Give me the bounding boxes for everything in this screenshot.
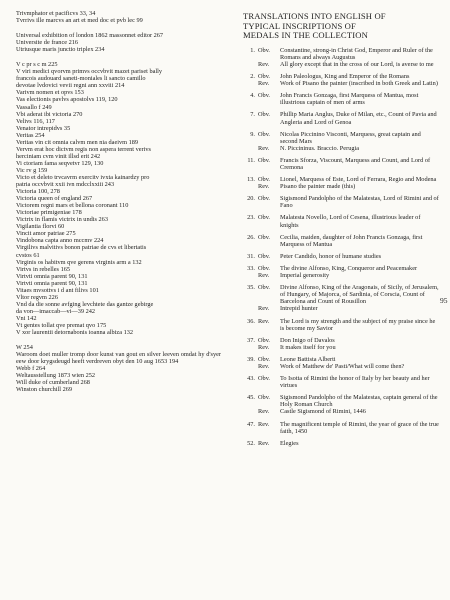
translation-text: Work of Pisano the painter (inscribed in both Greek and Latin) (280, 80, 438, 88)
translation-entry (243, 253, 439, 260)
translation-entry (243, 318, 439, 332)
page-number: 95 (440, 296, 448, 305)
translation-line (243, 408, 439, 415)
medal-number (243, 183, 255, 190)
translation-line (243, 265, 439, 272)
translation-line (243, 344, 439, 351)
side-label: Obv. (258, 130, 271, 138)
translation-line (243, 421, 439, 435)
index-entry: patria occvbvit xxii ivn mdcclxxiii 243 (16, 181, 115, 189)
index-entry: Virtvti omnia parent 90, 131 (16, 272, 88, 280)
medal-number: 9. (250, 130, 255, 138)
translation-entry (243, 440, 439, 447)
translation-line (243, 92, 439, 106)
side-label: Obv. (258, 284, 271, 292)
translation-entry (243, 356, 439, 370)
translation-line (243, 305, 439, 312)
translation-entries (243, 47, 439, 447)
index-entry: herciniam cvm vinit illsd erit 242 (16, 152, 101, 160)
side-label: Obv. (258, 92, 271, 100)
medal-number: 7. (250, 111, 255, 119)
index-entry: Virginis os habitvm qve gerens virginis arm a 132 (16, 258, 142, 266)
index-entry: Vervm erat hoc dictvm regis non aspera terrent verivs (16, 145, 151, 153)
translation-line (243, 80, 439, 87)
translation-entry (243, 265, 439, 279)
side-label: Obv. (258, 111, 271, 119)
translation-text: To Isotta of Rimini the honor of Italy by her beauty and her virtues (280, 375, 430, 390)
index-entry: Victorem regni mars et bellona coronant 110 (16, 202, 129, 210)
medal-number: 47. (247, 420, 255, 428)
translation-line (243, 284, 439, 305)
side-label: Obv. (258, 252, 271, 260)
medal-number: 23. (247, 214, 255, 222)
medal-number: 4. (250, 92, 255, 100)
medal-number (243, 145, 255, 152)
group-gap (16, 336, 221, 344)
translation-line (243, 234, 439, 248)
medal-number: 52. (247, 439, 255, 447)
medal-number: 13. (247, 176, 255, 184)
medal-number: 11. (247, 156, 255, 164)
medal-number (243, 344, 255, 351)
side-label: Rev. (258, 272, 270, 280)
translation-text: Sigismond Pandolpho of the Malatestas, Lord of Rimini and of Fano (280, 195, 439, 210)
side-label: Rev. (258, 343, 270, 351)
title-line: MEDALS IN THE COLLECTION (243, 30, 368, 41)
translation-text: The magnificent temple of Rimini, the year of grace of the true faith, 1450 (280, 420, 439, 435)
translation-line (243, 356, 439, 363)
index-entry: Vincit amor patriae 275 (16, 230, 76, 238)
translation-text: Castle Sigismond of Rimini, 1446 (280, 408, 366, 416)
medal-number (243, 305, 255, 312)
translations-column (243, 12, 439, 452)
translation-text: Lionel, Marquess of Este, Lord of Ferrara, Regio and Modena (280, 176, 437, 184)
translation-line (243, 183, 439, 190)
translation-text: Malatesta Novello, Lord of Cesena, illustrious leader of knights (280, 214, 421, 229)
side-label: Obv. (258, 375, 271, 383)
translation-line (243, 337, 439, 344)
translation-text: Work of Matthew de' Pasti/What will come then? (280, 362, 405, 370)
translation-text: Don Inigo of Davalos (280, 336, 335, 344)
index-entry: Weltausstellung 1873 wien 252 (16, 372, 96, 380)
index-entry: Victoria queen of england 267 (16, 195, 93, 203)
side-label: Rev. (258, 305, 270, 313)
translation-entry (243, 47, 439, 68)
translation-entry (243, 214, 439, 228)
medal-number: 43. (247, 375, 255, 383)
translation-entry (243, 176, 439, 190)
translation-line (243, 111, 439, 125)
translation-entry (243, 92, 439, 106)
index-entry: Will duke of cumberland 268 (16, 379, 90, 387)
index-entry: Winston churchill 269 (16, 386, 73, 394)
index-entry: Webb f 264 (16, 365, 46, 373)
index-entry: Vbi aderat ibi victoria 270 (16, 110, 83, 118)
side-label: Rev. (258, 144, 270, 152)
side-label: Obv. (258, 264, 271, 272)
index-entry: da von—imaccab—vi—39 242 (16, 307, 96, 315)
medal-number (243, 61, 255, 68)
translation-text: Pisano the painter made (this) (280, 183, 356, 191)
index-entry: Victoria 100, 278 (16, 188, 60, 196)
translation-line (243, 272, 439, 279)
index-entry: V c pr s c m 225 (16, 61, 58, 69)
index-entry: Universite de france 216 (16, 39, 79, 47)
index-entry: Vas electionis pavlvs apostolvs 119, 120 (16, 96, 118, 104)
index-entry: Tvrrivs ille marcvs an art et med doc et pvb lec 99 (16, 17, 143, 25)
medal-number: 31. (247, 252, 255, 260)
translation-text: It makes itself for you (280, 343, 336, 351)
index-entry: Veritas 254 (16, 131, 45, 139)
translation-text: Elegies (280, 439, 299, 447)
translation-entry (243, 73, 439, 87)
index-entry: Venator intrepidvs 35 (16, 124, 71, 132)
index-entry: Virtvti omnia parent 90, 131 (16, 279, 88, 287)
index-entry: Trivmphator et pacificvs 33, 34 (16, 10, 96, 17)
index-entry: Victoriae primigeniae 178 (16, 209, 82, 217)
medal-number (243, 80, 255, 87)
medal-number: 2. (250, 73, 255, 81)
side-label: Rev. (258, 317, 270, 325)
index-entry: Waroom doet muller tromp door kunst van gout en silver leeven omdat hy d'syer eew door krygsdeugd heeft verdreven obyt den 10 aug 1653 194 (16, 351, 221, 366)
translation-text: Francis Sforza, Viscount, Marquess and Count, and Lord of Cremona (280, 156, 431, 171)
section-title (243, 12, 439, 41)
translation-text: Sigismond Pandolpho of the Malatestas, captain general of the Holy Roman Church (280, 394, 438, 409)
translation-text: The Lord is my strength and the subject of my praise since he is become my Savior (280, 317, 436, 332)
translation-line (243, 318, 439, 332)
translation-text: Peter Candido, honor of humane studies (280, 252, 382, 260)
translation-line (243, 440, 439, 447)
index-entry: Vt gentes tollat qve premat qvo 175 (16, 321, 107, 329)
translation-line (243, 253, 439, 260)
translation-text: Constantine, strong-in Christ God, Emperor and Ruler of the Romans and always Augustus (280, 46, 433, 61)
translation-text: Phillip Maria Anglus, Duke of Milan, etc., Count of Pavia and Angleria and Lord of Genoa (280, 111, 437, 126)
side-label: Obv. (258, 156, 271, 164)
translation-text: N. Piccininus. Braccio. Perugia (280, 144, 360, 152)
translation-entry (243, 394, 439, 415)
index-entry: Victrix in flamis victrix in undis 263 (16, 216, 108, 224)
index-entry: Vni 142 (16, 314, 37, 322)
index-entry: Vic rv g 159 (16, 166, 48, 174)
medal-number: 33. (247, 264, 255, 272)
translation-line (243, 195, 439, 209)
translation-line (243, 363, 439, 370)
translation-line (243, 176, 439, 183)
medal-number: 45. (247, 394, 255, 402)
side-label: Rev. (258, 408, 270, 416)
index-entry: Veritas vin cit omnia calvm men nia daeivm 189 (16, 138, 139, 146)
index-entry: Virgilivs malvitivs bonon patriae de cvs et libertatis (16, 244, 147, 252)
index-entry: devotae lvdovici vevii regni ann xxviii 214 (16, 82, 125, 90)
translation-text: All glory except that in the cross of our Lord, is averse to me (280, 60, 434, 68)
translation-line (243, 394, 439, 408)
side-label: Obv. (258, 233, 271, 241)
translation-text: Intrepid hunter (280, 305, 318, 313)
translation-line (243, 131, 439, 145)
index-entry: V xor laurentii detornabonis ioanna albiza 132 (16, 329, 134, 337)
index-entry: Vindobona capta anno mccmv 224 (16, 237, 104, 245)
translation-entry (243, 131, 439, 152)
translation-text: Imperial generosity (280, 272, 330, 280)
medal-number: 26. (247, 233, 255, 241)
translation-text: The divine Alfonso, King, Conqueror and Peacemaker (280, 264, 418, 272)
translation-text: Cecilia, maiden, daughter of John Francis Gonzaga, first Marquess of Mantua (280, 233, 423, 248)
group-gap (16, 24, 221, 32)
index-entry: V viri medici qvorvm primvs occvbvit mazet pariset bally (16, 68, 163, 76)
index-entry: francois audouard saneti-moniales li sancto camillo (16, 75, 146, 83)
medal-number: 35. (247, 284, 255, 292)
index-entry: W 254 (16, 344, 33, 352)
medal-number: 39. (247, 355, 255, 363)
side-label: Rev. (258, 439, 270, 447)
translation-entry (243, 284, 439, 312)
index-entry: Universal exhibition of london 1862 massonnet editor 267 (16, 32, 164, 40)
translation-entry (243, 234, 439, 248)
title-line: TRANSLATIONS INTO ENGLISH OF (243, 11, 386, 21)
translation-text: John Francis Gonzaga, first Marquess of Mantua, most illustrious captain of men of arms (280, 92, 419, 107)
translation-entry (243, 421, 439, 435)
side-label: Obv. (258, 195, 271, 203)
translation-line (243, 157, 439, 171)
side-label: Obv. (258, 176, 271, 184)
side-label: Rev. (258, 362, 270, 370)
translation-entry (243, 337, 439, 351)
translation-entry (243, 111, 439, 125)
translation-entry (243, 195, 439, 209)
translation-text: Nicolas Piccinino Visconti, Marquess, great captain and second Mars (280, 130, 421, 145)
translation-text: Divine Alfonso, King of the Aragonais, of Sicily, of Jerusalem, of Hungary, of Majorca, of Sardinia, of Corscia, Count of Barcelona and Count of Rousillon (280, 284, 439, 306)
group-gap (16, 53, 221, 61)
side-label: Obv. (258, 355, 271, 363)
index-entry: Vigilantia florvi 60 (16, 223, 65, 231)
side-label: Obv. (258, 394, 271, 402)
translation-line (243, 61, 439, 68)
medal-number: 36. (247, 317, 255, 325)
side-label: Obv. (258, 73, 271, 81)
medal-number (243, 363, 255, 370)
index-entry: Vassallo f 249 (16, 103, 52, 111)
index-entry: Vitaes mvsottvs i d ant filivs 101 (16, 286, 99, 294)
side-label: Obv. (258, 46, 271, 54)
index-entry: Vnd da die sonne avfging levchtete das gantze gebirge (16, 300, 154, 308)
translation-entry (243, 375, 439, 389)
side-label: Obv. (258, 336, 271, 344)
translation-line (243, 145, 439, 152)
index-entry: Virtvs in rebelles 165 (16, 265, 71, 273)
side-label: Obv. (258, 214, 271, 222)
index-entry: Vi ctoriam fama seqvetvr 129, 130 (16, 159, 104, 167)
medal-number: 20. (247, 195, 255, 203)
medal-number: 37. (247, 336, 255, 344)
side-label: Rev. (258, 420, 270, 428)
translation-text: Leone Battista Alberti (280, 355, 336, 363)
title-line: TYPICAL INSCRIPTIONS OF (243, 20, 356, 31)
index-entry: Vltor regvm 226 (16, 293, 58, 301)
side-label: Rev. (258, 183, 270, 191)
translation-line (243, 214, 439, 228)
side-label: Rev. (258, 80, 270, 88)
index-entry: Victo et deleto trvcavrm exercitv ivxta kainardzy pro (16, 173, 150, 181)
translation-line (243, 47, 439, 61)
side-label: Rev. (258, 60, 270, 68)
medal-number: 1. (250, 46, 255, 54)
index-entry: cvstos 61 (16, 251, 40, 259)
translation-line (243, 375, 439, 389)
index-entry: Utriusque maris junctio triplex 234 (16, 46, 105, 54)
translation-text: John Paleologus, King and Emperor of the Romans (280, 73, 410, 81)
index-entry: Varivm nomen et opvs 153 (16, 89, 84, 97)
index-entry: Velivs 116, 117 (16, 117, 55, 125)
translation-line (243, 73, 439, 80)
inscription-index-column (16, 10, 221, 393)
translation-entry (243, 157, 439, 171)
medal-number (243, 408, 255, 415)
medal-number (243, 272, 255, 279)
